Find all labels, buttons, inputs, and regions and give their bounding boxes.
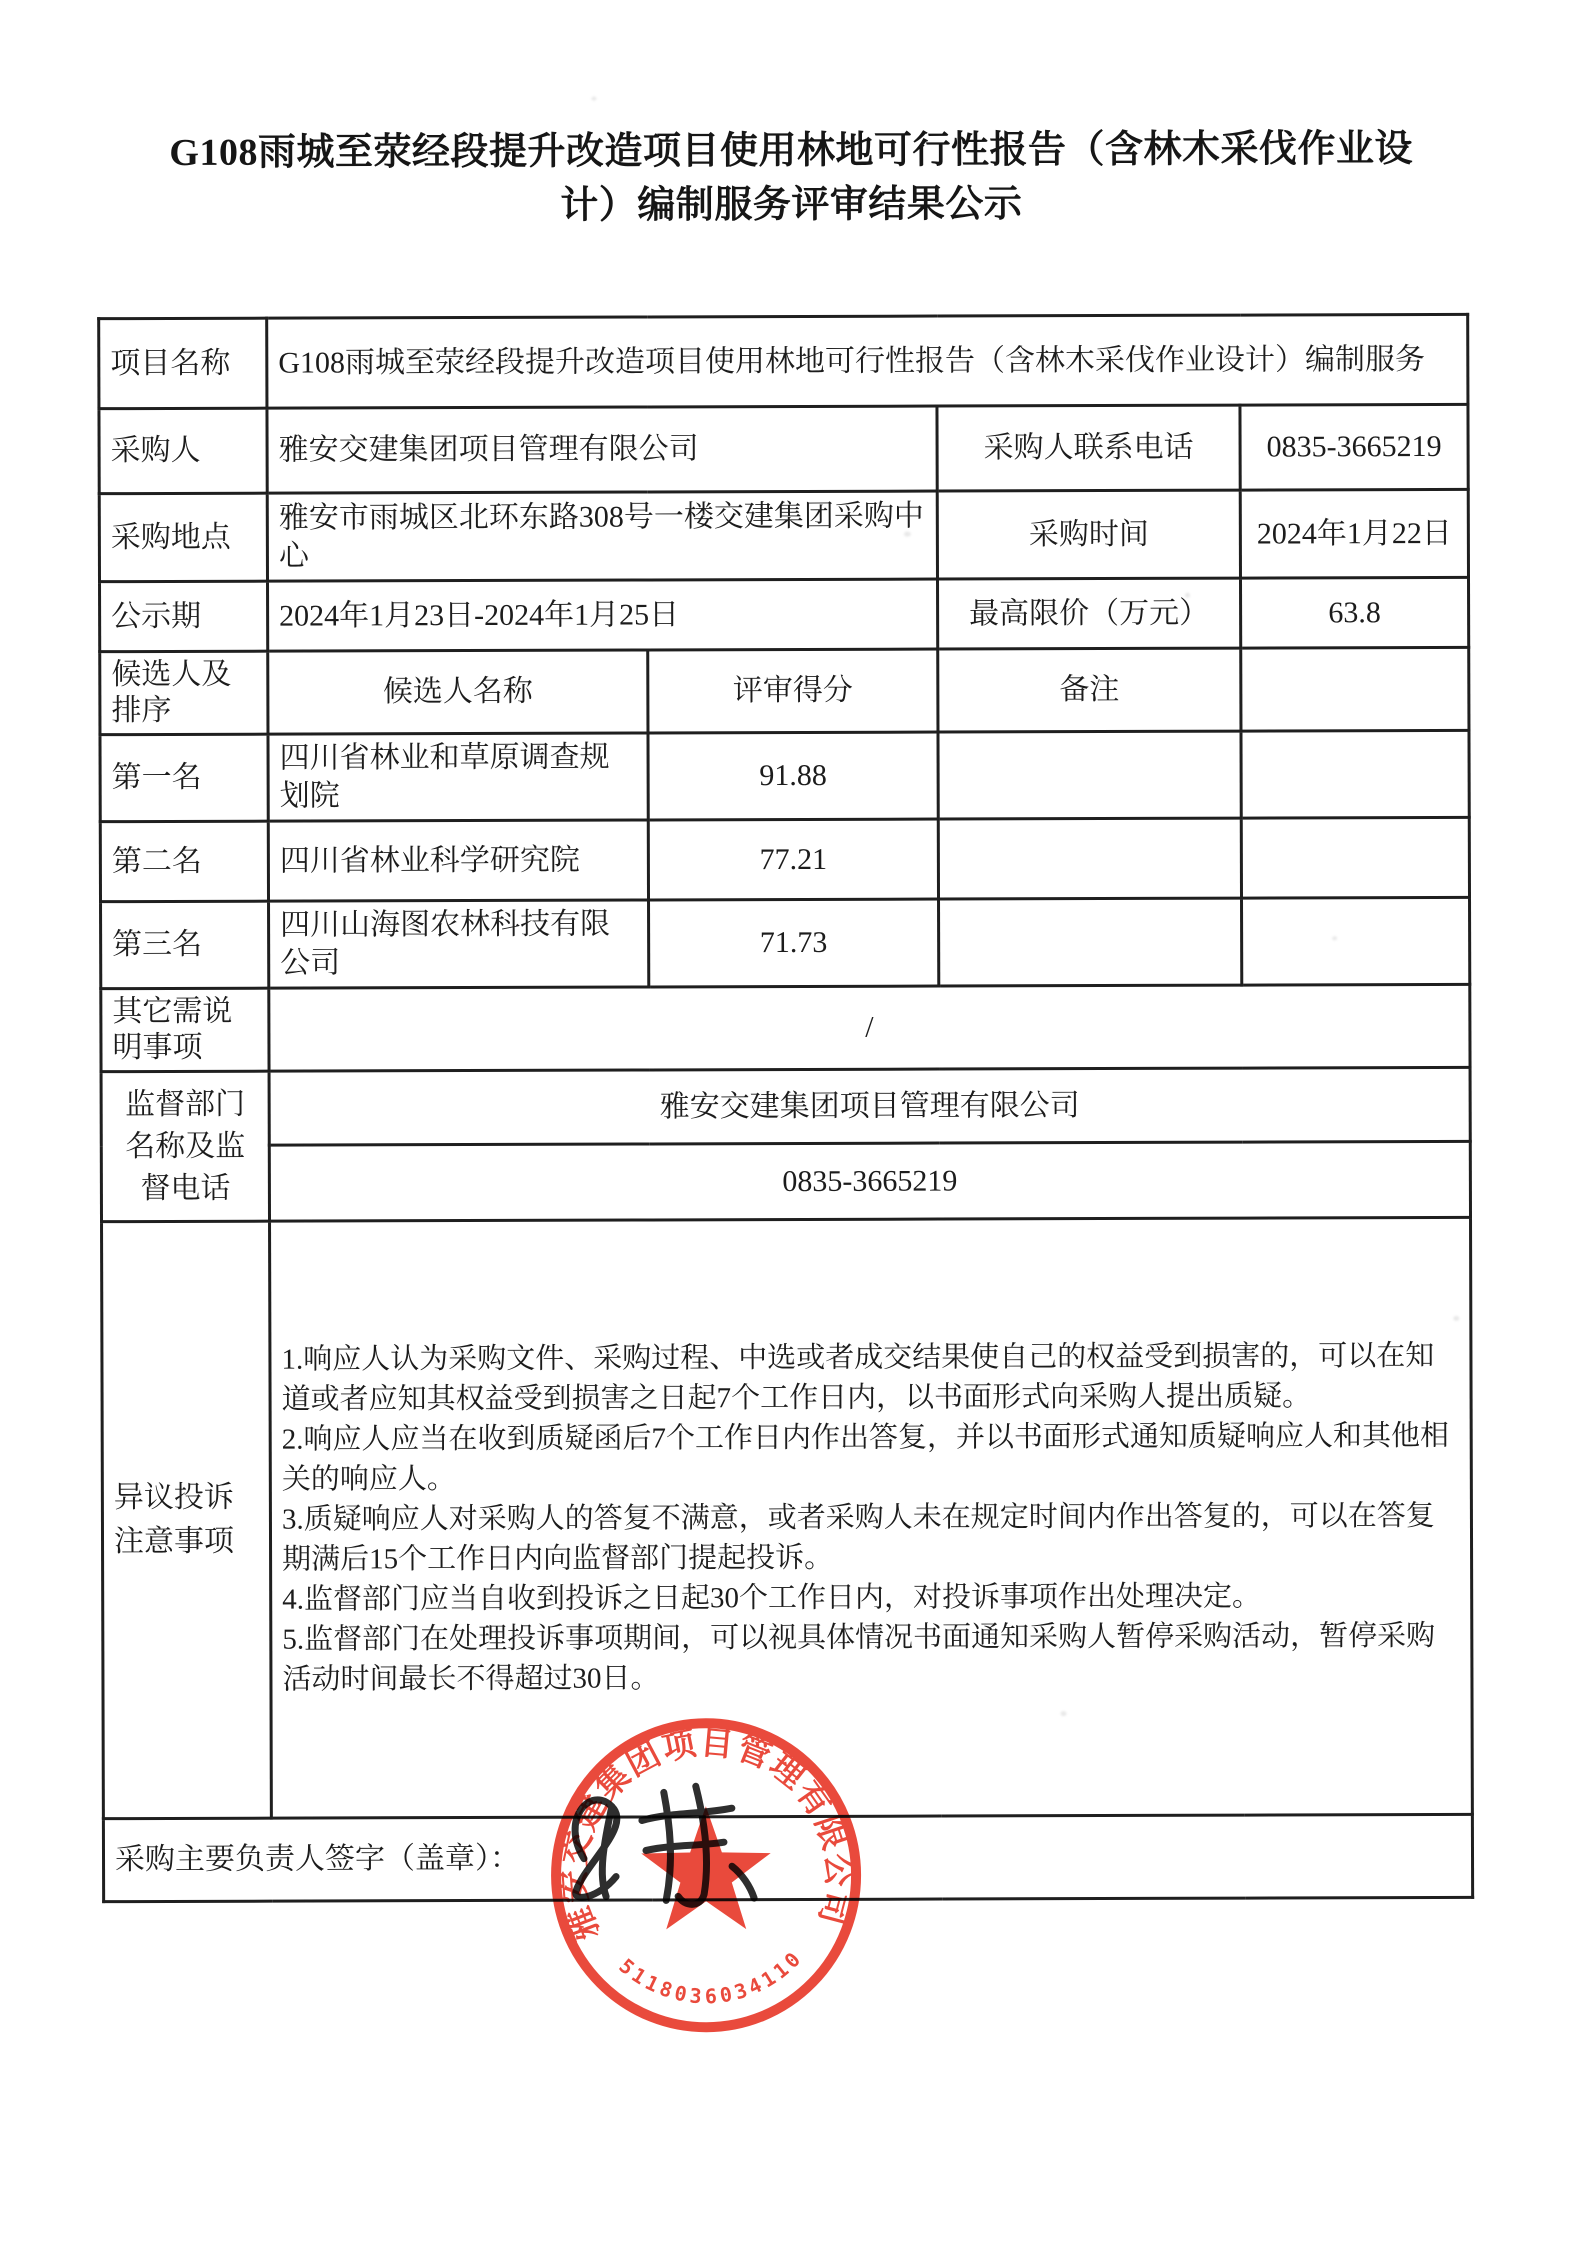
table-row xyxy=(99,404,1468,493)
candidate-name: 四川省林业和草原调查规划院 xyxy=(268,733,648,821)
page-title xyxy=(0,122,1585,235)
table-row xyxy=(100,577,1469,651)
purchaser-label: 采购人 xyxy=(99,408,267,494)
table-row xyxy=(101,1067,1470,1145)
complaint-item: 3.质疑响应人对采购人的答复不满意，或者采购人未在规定时间内作出答复的，可以在答复期满后15个工作日内向监督部门提起投诉。 xyxy=(281,1499,1435,1576)
candidate-name-header: 候选人名称 xyxy=(268,650,648,734)
candidate-extra xyxy=(1242,897,1470,985)
purchase-time-value: 2024年1月22日 xyxy=(1240,489,1468,578)
candidate-row xyxy=(100,730,1469,821)
announcement-table-wrap xyxy=(97,313,1474,1903)
seal-company-arc-text: 雅安交建集团项目管理有限公司 xyxy=(556,1725,856,1945)
max-price-value: 63.8 xyxy=(1240,577,1468,648)
candidate-score: 77.21 xyxy=(648,819,938,900)
candidate-extra xyxy=(1241,730,1469,818)
candidate-remark xyxy=(939,898,1242,986)
candidate-score: 91.88 xyxy=(648,732,938,820)
project-name-value: G108雨城至荥经段提升改造项目使用林地可行性报告（含林木采伐作业设计）编制服务 xyxy=(267,314,1468,408)
candidate-extra xyxy=(1241,817,1469,898)
publicity-period-label: 公示期 xyxy=(100,581,268,652)
supervision-phone-value: 0835-3665219 xyxy=(269,1141,1470,1221)
candidate-name: 四川省林业科学研究院 xyxy=(268,820,648,901)
candidate-remark xyxy=(938,818,1241,899)
purchase-time-label: 采购时间 xyxy=(937,490,1240,579)
supervision-label: 监督部门名称及监督电话 xyxy=(101,1071,269,1222)
svg-text:5118036034110 xyxy=(614,1945,808,2009)
candidates-section-label: 候选人及排序 xyxy=(100,651,268,735)
other-notes-value: / xyxy=(269,984,1470,1071)
handwritten-signature xyxy=(546,1758,781,1914)
table-row xyxy=(101,1141,1470,1221)
candidate-extra-header xyxy=(1241,647,1469,731)
candidate-rank: 第二名 xyxy=(100,821,268,902)
table-row xyxy=(99,314,1468,408)
seal-number-arc-text: 5118036034110 xyxy=(614,1944,808,2009)
candidate-score-header: 评审得分 xyxy=(648,649,938,733)
purchaser-value: 雅安交建集团项目管理有限公司 xyxy=(267,406,937,493)
location-label: 采购地点 xyxy=(99,493,267,582)
table-row xyxy=(101,984,1470,1071)
project-name-label: 项目名称 xyxy=(99,318,267,409)
candidate-rank: 第一名 xyxy=(100,734,268,822)
purchaser-phone-label: 采购人联系电话 xyxy=(937,405,1240,491)
complaint-item: 2.响应人应当在收到质疑函后7个工作日内作出答复，并以书面形式通知质疑响应人和其他相关的响应人。 xyxy=(281,1419,1450,1496)
candidate-row xyxy=(101,897,1470,988)
complaint-item: 1.响应人认为采购文件、采购过程、中选或者成交结果使自己的权益受到损害的，可以在知道或者应知其权益受到损害之日起7个工作日内，以书面形式向采购人提出质疑。 xyxy=(281,1339,1435,1416)
candidates-header-row xyxy=(100,647,1469,734)
purchaser-phone-value: 0835-3665219 xyxy=(1240,404,1468,490)
scan-artifacts xyxy=(0,0,1584,2)
candidate-row xyxy=(100,817,1469,901)
announcement-table xyxy=(97,313,1474,1903)
publicity-period-value: 2024年1月23日-2024年1月25日 xyxy=(268,579,938,651)
page-title-text: G108雨城至荥经段提升改造项目使用林地可行性报告（含林木采伐作业设计）编制服务评审结果公示 xyxy=(169,128,1413,227)
location-value: 雅安市雨城区北环东路308号一楼交建集团采购中心 xyxy=(267,491,937,581)
complaint-label: 异议投诉注意事项 xyxy=(102,1221,272,1819)
other-notes-label: 其它需说明事项 xyxy=(101,988,269,1072)
table-row xyxy=(99,489,1468,581)
signature-label: 采购主要负责人签字（盖章）： xyxy=(103,1814,1472,1901)
candidate-remark xyxy=(938,731,1241,819)
candidate-score: 71.73 xyxy=(649,899,939,987)
complaint-text xyxy=(270,1217,1473,1818)
candidate-rank: 第三名 xyxy=(101,901,269,989)
complaint-item: 5.监督部门在处理投诉事项期间，可以视具体情况书面通知采购人暂停采购活动，暂停采购活动时间最长不得超过30日。 xyxy=(282,1619,1436,1696)
complaint-item: 4.监督部门应当自收到投诉之日起30个工作日内，对投诉事项作出处理决定。 xyxy=(282,1580,1262,1616)
candidate-name: 四川山海图农林科技有限公司 xyxy=(269,900,649,988)
candidate-remark-header: 备注 xyxy=(938,648,1241,732)
supervision-org-value: 雅安交建集团项目管理有限公司 xyxy=(269,1067,1470,1145)
max-price-label: 最高限价（万元） xyxy=(937,578,1240,649)
